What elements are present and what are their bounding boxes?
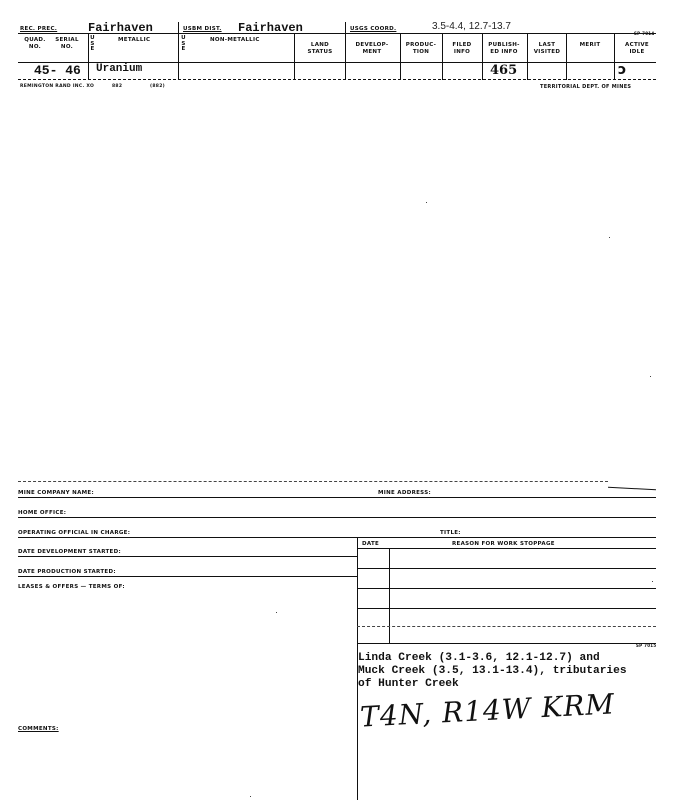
operating-official-rule (18, 537, 656, 538)
scan-speck (276, 612, 277, 613)
rec-prec-underline (88, 33, 163, 34)
home-office-rule (18, 517, 656, 518)
serial-no-header: SERIAL NO. (55, 37, 79, 50)
col-divider (294, 34, 295, 80)
rec-prec-value: Fairhaven (88, 21, 153, 35)
usbm-dist-value: Fairhaven (238, 21, 303, 35)
stoppage-header-rule (357, 548, 656, 549)
active-mark: ↄ (618, 62, 627, 78)
col-divider (614, 34, 615, 80)
stoppage-row-rule (357, 568, 656, 569)
scan-speck (650, 376, 651, 377)
typed-note-line-1: Linda Creek (3.1-3.6, 12.1-12.7) and (358, 652, 600, 664)
date-development-label: DATE DEVELOPMENT STARTED: (18, 549, 121, 555)
mine-address-label: MINE ADDRESS: (378, 490, 431, 496)
date-production-label: DATE PRODUCTION STARTED: (18, 569, 116, 575)
mine-company-label: MINE COMPANY NAME: (18, 490, 94, 496)
card-corner-line (608, 487, 656, 491)
scan-speck (652, 581, 653, 582)
use-metallic-header: U S E (90, 35, 95, 53)
printer-footer: REMINGTON RAND INC. XO (20, 84, 95, 89)
production-header: PRODUC- TION (405, 42, 437, 55)
scan-speck (609, 237, 610, 238)
col-divider (442, 34, 443, 80)
usbm-dist-label: USBM DIST. (183, 26, 222, 32)
scan-speck (426, 202, 427, 203)
comments-label: COMMENTS: (18, 726, 59, 732)
land-status-header: LAND STATUS (307, 42, 333, 55)
col-divider (88, 34, 89, 80)
col-divider (527, 34, 528, 80)
scan-speck (250, 796, 251, 797)
usgs-coord-value: 3.5-4.4, 12.7-13.7 (432, 21, 511, 32)
col-divider (482, 34, 483, 80)
values-row-bottom-rule (18, 79, 656, 80)
date-header: DATE (362, 541, 380, 547)
quad-no-header: QUAD. NO. (24, 37, 46, 50)
col-divider (178, 22, 179, 80)
nonmetallic-header: NON-METALLIC (210, 37, 260, 43)
territorial-dept-footer: TERRITORIAL DEPT. OF MINES (540, 84, 632, 90)
reason-header: REASON FOR WORK STOPPAGE (452, 541, 555, 547)
stoppage-table-bottom-rule (357, 643, 656, 644)
stoppage-date-col-rule (389, 548, 390, 644)
merit-header: MERIT (579, 42, 601, 48)
title-label: TITLE: (440, 530, 461, 536)
quad-serial-value: 45- 46 (34, 63, 81, 78)
bottom-form-number: SP 7015 (636, 643, 657, 648)
handwritten-note: T4N, R14W KRM (359, 687, 616, 734)
col-divider (400, 34, 401, 80)
mine-company-rule (18, 497, 656, 498)
last-visited-header: LAST VISITED (533, 42, 561, 55)
metallic-value: Uranium (96, 63, 143, 75)
active-idle-header: ACTIVE IDLE (625, 42, 649, 55)
col-divider (566, 34, 567, 80)
date-production-rule (18, 576, 357, 577)
printer-code: 882 (112, 84, 123, 89)
home-office-label: HOME OFFICE: (18, 510, 67, 516)
typed-note-line-2: Muck Creek (3.5, 13.1-13.4), tributaries (358, 665, 627, 677)
development-header: DEVELOP- MENT (355, 42, 389, 55)
published-info-header: PUBLISH- ED INFO (488, 42, 520, 55)
operating-official-label: OPERATING OFFICIAL IN CHARGE: (18, 530, 131, 536)
stoppage-row-rule (357, 626, 656, 627)
card-top-edge (18, 481, 608, 482)
stoppage-row-rule (357, 608, 656, 609)
form-number: SP 7014 (634, 31, 655, 36)
leases-label: LEASES & OFFERS — TERMS OF: (18, 584, 125, 590)
stoppage-row-rule (357, 588, 656, 589)
col-divider (345, 22, 346, 80)
printer-code-paren: (882) (150, 84, 166, 89)
metallic-header: METALLIC (118, 37, 151, 43)
filed-info-header: FILED INFO (452, 42, 472, 55)
usgs-coord-label: USGS COORD. (350, 26, 397, 32)
use-nonmetallic-header: U S E (181, 35, 186, 53)
typed-note-line-3: of Hunter Creek (358, 678, 459, 690)
rec-prec-label: REC. PREC. (20, 26, 58, 32)
date-development-rule (18, 556, 357, 557)
published-info-value: 465 (490, 63, 518, 78)
